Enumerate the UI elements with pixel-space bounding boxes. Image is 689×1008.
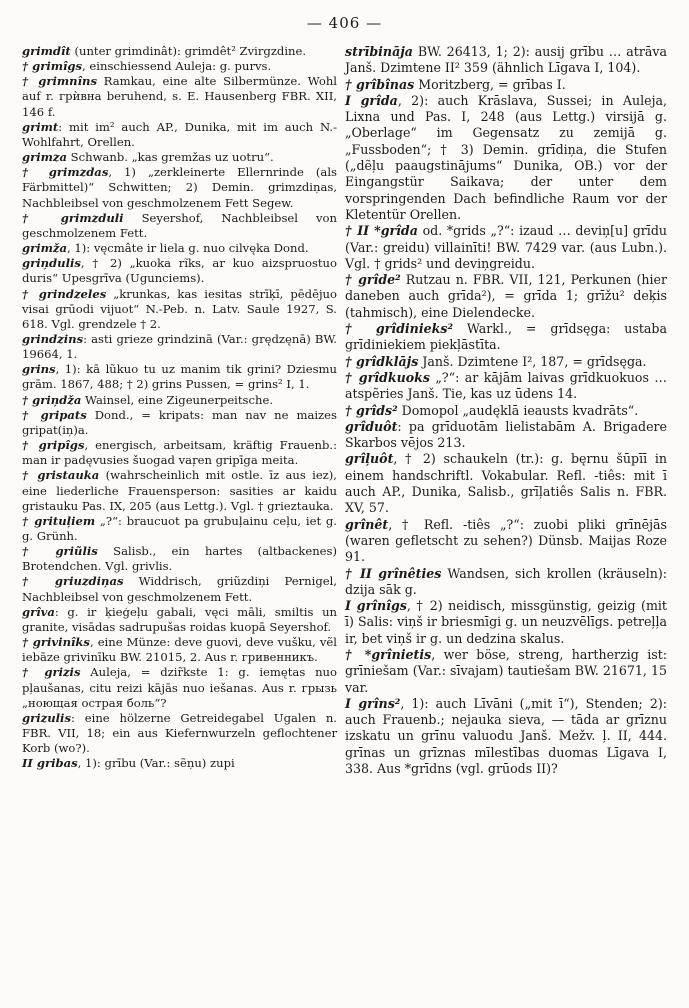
entry-grins: grins, 1): kā lũkuo tu uz manim tik grini? Dziesmu grām. 1867, 488; † 2) grins Pussen, = grins² I, 1.	[22, 362, 337, 392]
entry-gridinieks: † grîdinieks² Warkl., = grīdsęga: ustaba grīdiniekiem piekļāstīta.	[345, 321, 667, 353]
entry-grineties: † II grînêties Wandsen, sich krollen (kräuseln): dzija sāk g.	[345, 565, 667, 597]
right-column	[345, 44, 667, 777]
headword: † griuzdiņas	[22, 574, 124, 589]
headword: † grivinîks	[22, 635, 90, 650]
headword: † gripats	[22, 407, 87, 422]
headword: † grîbînas	[345, 76, 415, 92]
left-column	[22, 44, 337, 772]
headword: † II *grîda	[345, 223, 418, 239]
headword: † grîdinieks²	[345, 321, 453, 337]
entry-grizis: † grizis Auleja, = dzir̃kste 1: g. iemętas nuo pļaušanas, citu reizi kājās nuo iešanas. Aus r. грызь „нοющая острая боль“?	[22, 665, 337, 710]
headword: grindzins	[22, 331, 84, 346]
entry-grizulis: grizulis: eine hölzerne Getreidegabel Ugalen n. FBR. VII, 18; ein aus Kiefernwurzeln geflochtener Korb (wo?).	[22, 710, 337, 756]
headword: grimt	[22, 119, 59, 134]
headword: grimža	[22, 241, 67, 256]
headword: grînêt	[345, 516, 389, 532]
entry-gribinas: † grîbînas Moritzberg, = grības I.	[345, 76, 566, 92]
entry-grimigs: † grimîgs, einschiessend Auleja: g. purvs.	[22, 59, 272, 74]
headword: † gristauka	[22, 468, 100, 483]
headword: † grîde²	[345, 272, 401, 288]
headword: griņdulis	[22, 256, 81, 271]
entry-griuzdinas: † griuzdiņas Widdrisch, griũzdiņi Pernigel, Nachbleibsel von geschmolzenem Fett.	[22, 574, 337, 604]
headword: I grînîgs	[345, 598, 407, 614]
headword: † grituļiem	[22, 513, 96, 528]
entry-gridkuoks: † grîdkuoks „?“: ar kājām laivas grīdkuokuos … atspẽries Janš. Tie, kas uz ūdens 14.	[345, 369, 667, 402]
entry-grimza: grimza Schwanb. „kas gremžas uz uotru“.	[22, 150, 274, 165]
headword: † grizis	[22, 665, 81, 680]
headword: grimza	[22, 150, 67, 165]
headword: † gripîgs	[22, 438, 85, 453]
entry-gribas-cont: strībināja BW. 26413, 1; 2): ausij grību … atrāva Janš. Dzimtene II² 359 (ähnlich Līgava I, 104).	[345, 44, 667, 76]
headword: grîva	[22, 604, 55, 619]
headword: † grimzdas	[22, 165, 109, 180]
headword: † grimnîns	[22, 74, 97, 89]
headword: † grîdkuoks	[345, 369, 430, 385]
headword: † grîdklājs	[345, 353, 419, 369]
entry-grids: † grîds² Domopol „audęklā ieausts kvadrāts“.	[345, 402, 639, 418]
entry-grindza: † griņdža Wainsel, eine Zigeunerpeitsche.	[22, 392, 274, 407]
entry-grinet: grînêt, † Refl. -tiês „?“: zuobi pliki grīnējās (waren gefletscht zu sehen?) Dünsb. Maijas Roze 91.	[345, 516, 667, 565]
entry-grida-2: † II *grîda od. *grids „?“: izaud … deviņ[u] grīdu (Var.: greidu) villainīti! BW. 7429 var. (aus Lubn.). Vgl. † grids² und deviņgreidu.	[345, 223, 668, 271]
headword: II gribas	[22, 756, 78, 771]
entry-grimt: grimt: mit im² auch AP., Dunika, mit im auch N.-Wohlfahrt, Orellen.	[22, 119, 337, 149]
headword: I grîns²	[345, 695, 401, 711]
entry-gribas: II gribas, 1): grību (Var.: sẽņu) zupi	[22, 756, 235, 771]
entry-griulis: † griũlis Salisb., ein hartes (altbackenes) Brotendchen. Vgl. grivlis.	[22, 544, 338, 574]
entry-gripats: † gripats Dond., = kripats: man nav ne maizes gripat(iņ)a.	[22, 407, 337, 437]
headword: † grîds²	[345, 402, 398, 418]
entry-grins-2: I grîns², 1): auch Līvāni („mit ī“), Stenden; 2): auch Frauenb.; nejauka sieva, — tāda ar grīznu izskatu un grīnu valuodu Janš. Mežv. ļ. II, 444. grīnas un grīznas mīlestības duomas Līgava I, 338. Aus *grīdns (vgl. grūods II)?	[345, 695, 667, 777]
entry-grimdit: grimdît (unter grimdinât): grimdêt² Zvirgzdine.	[22, 44, 307, 58]
entry-griva: grîva: g. ir ķieģeļu gabali, vęci māli, smiltis un granite, visādas sadrupušas roidas kuopā Seyershof.	[22, 604, 337, 634]
entry-griduot: grîduôt: pa grīduotām lielistabām A. Brigadere Skarbos vējos 213.	[345, 418, 667, 451]
entry-gridklajs: † grîdklājs Janš. Dzimtene I², 187, = grīdsęga.	[345, 353, 647, 369]
headword: grizulis	[22, 710, 71, 725]
headword: † grindzeles	[22, 286, 107, 301]
page-number: — 406 —	[306, 14, 383, 32]
entry-grimzdas: † grimzdas, 1) „zerkleinerte Ellernrinde (als Färbmittel)“ Schwitten; 2) Demin. grimzdiņas, Nachbleibsel von geschmolzenem Fett Segew.	[22, 165, 337, 210]
entry-gripigs: † gripîgs, energisch, arbeitsam, kräftig Frauenb.: man ir padęvusies šuogad vaŗen gripīga meita.	[22, 438, 337, 468]
headword: grins	[22, 362, 56, 377]
headword: † griņdža	[22, 392, 82, 407]
entry-grimzduli: † grimzduli Seyershof, Nachbleibsel von geschmolzenem Fett.	[22, 210, 337, 240]
entry-grimnins: † grimnîns Ramkau, eine alte Silbermünze. Wohl auf r. грѝвна beruhend, s. E. Hausenberg FBR. XII, 146 f.	[22, 74, 337, 119]
headword: grîduôt	[345, 418, 398, 434]
entry-grivinks: † grivinîks, eine Münze: deve guovi, deve vušku, vẽl iebāze grivinīku BW. 21015, 2. Aus r. гривенникъ.	[22, 635, 337, 665]
entry-griluot: grîļuôt, † 2) schaukeln (tr.): g. bęrnu šūpīī in einem handschriftl. Vokabular. Refl. -tiês: mit ī auch AP., Dunika, Salisb., grīļatiês Salis n. FBR. XV, 57.	[345, 451, 667, 516]
entry-grindulis: griņdulis, † 2) „kuoka rĩks, ar kuo aizspruostuo duris“ Upesgrīva (Ugunciems).	[22, 256, 337, 286]
entry-grindzeles: † grindzeles „krunkas, kas iesitas strīķī, pēdējuo visai grūodi vijuot“ N.-Peb. n. Latv. Saule 1927, S. 618. Vgl. grendzele † 2.	[22, 286, 337, 331]
entry-gride: † grîde² Rutzau n. FBR. VII, 121, Perkunen (hier daneben auch grīda²), = grīda 1; grīžu² deķis (tahmisch), eine Dielendecke.	[345, 272, 668, 320]
headword: grimdît	[22, 44, 71, 58]
headword: strībināja	[345, 44, 413, 59]
headword: † griũlis	[22, 544, 98, 559]
entry-grinigs: I grînîgs, † 2) neidisch, missgünstig, geizig (mit ī) Salis: viņš ir briesmīgi g. un neuzvēlīgs. petreļļa ir, bet viņš ir g. un dedzina skalus.	[345, 598, 667, 646]
entry-grimza-2: grimža, 1): vęcmâte ir liela g. nuo cilvęka Dond.	[22, 241, 309, 256]
headword: † grimîgs	[22, 59, 83, 74]
entry-grida-1: I grîda, 2): auch Krāslava, Sussei; in Auleja, Lixna und Pas. I, 248 (aus Lettg.) virsijā g. „Oberlage“ im Gegensatz zu zemijā g. „Fussboden“; † 3) Demin. grīdiņa, die Stufen („dẽļu paaugstinājums“ Dunika, OB.) vor der Eingangstür Saikava; der unter dem vorspringenden Dach befindliche Raum vor der Kletentür Orellen.	[345, 92, 668, 222]
entry-grinietis: † *grînietis, wer böse, streng, hartherzig ist: grīniešam (Var.: sīvajam) tautiešam BW. 21671, 15 var.	[345, 646, 667, 695]
entry-grindzins: grindzins: asti grieze grindzinā (Var.: grędzęnā) BW. 19664, 1.	[22, 331, 337, 362]
entry-gristauka: † gristauka (wahrscheinlich mit ostle. īz aus iez), eine liederliche Frauensperson: sasities ar kaidu gristauku Pas. IX, 205 (aus Lettg.). Vgl. † grieztauka.	[22, 468, 337, 513]
headword: † II grînêties	[345, 565, 442, 581]
headword: grîļuôt	[345, 451, 394, 467]
headword: I grîda	[345, 92, 398, 108]
entry-grituliem: † grituļiem „?“: braucuot pa grubuļainu ceļu, iet g. g. Grünh.	[22, 513, 337, 543]
headword: † *grînietis	[345, 646, 432, 662]
headword: † grimzduli	[22, 210, 124, 225]
